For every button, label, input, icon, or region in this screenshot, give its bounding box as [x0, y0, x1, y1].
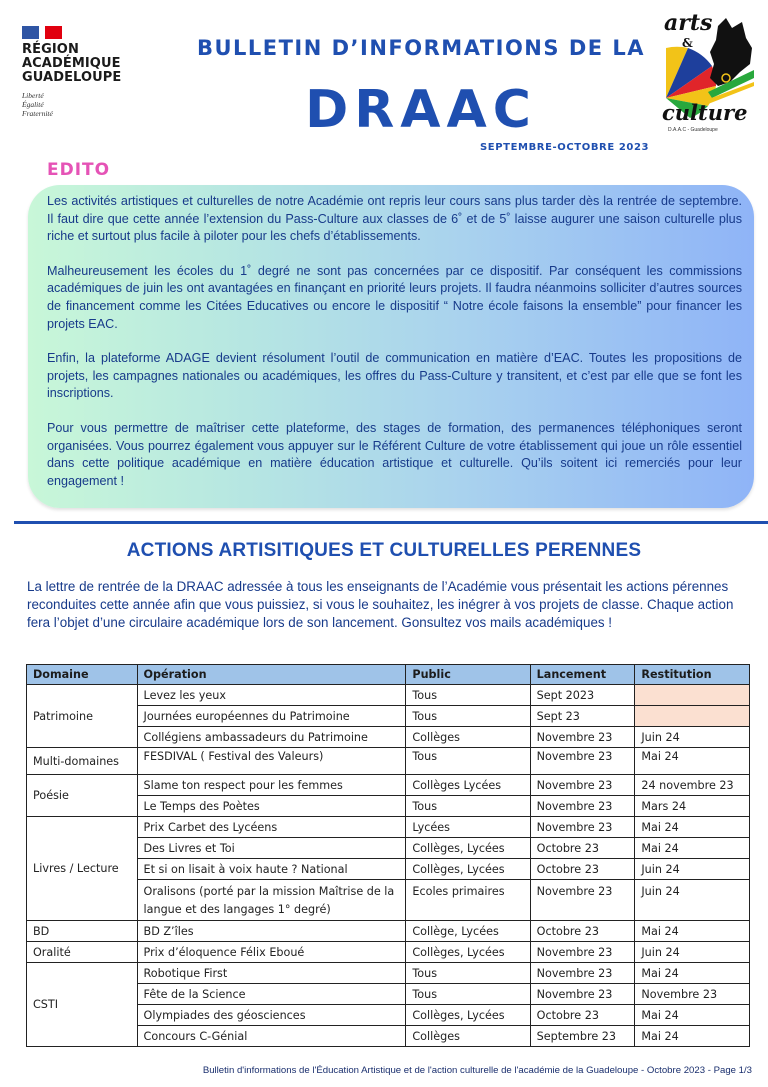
operation-cell: Prix d’éloquence Félix Eboué	[137, 942, 406, 963]
public-cell: Collèges, Lycées	[406, 838, 530, 859]
arts-logo-caption: D.A.A.C - Guadeloupe	[668, 127, 718, 133]
operation-cell: Olympiades des géosciences	[137, 1005, 406, 1026]
operation-cell: Le Temps des Poètes	[137, 796, 406, 817]
lancement-cell: Septembre 23	[530, 1026, 635, 1047]
domaine-cell: Livres / Lecture	[27, 817, 138, 921]
arts-logo-word-arts: arts	[664, 10, 713, 36]
french-flag-icon	[22, 26, 182, 39]
column-header-lancement: Lancement	[530, 665, 635, 685]
bulletin-title-line: BULLETIN D’INFORMATIONS DE LA	[196, 36, 646, 60]
domaine-cell: Patrimoine	[27, 685, 138, 748]
restitution-cell: Mai 24	[635, 817, 750, 838]
restitution-cell: Juin 24	[635, 859, 750, 880]
page-footer: Bulletin d'informations de l'Éducation Artistique et de l'action culturelle de l'académie de la Guadeloupe - Octobre 2023 - Page 1/3	[202, 1065, 752, 1076]
lancement-cell: Octobre 23	[530, 838, 635, 859]
restitution-cell: Juin 24	[635, 942, 750, 963]
lancement-cell: Octobre 23	[530, 1005, 635, 1026]
motto-egalite: Égalité	[22, 100, 44, 109]
restitution-cell: Novembre 23	[635, 984, 750, 1005]
region-name-line2: GUADELOUPE	[22, 70, 122, 85]
table-row	[27, 748, 750, 775]
restitution-cell: Mai 24	[635, 963, 750, 984]
section-divider	[14, 521, 768, 524]
public-cell: Collège, Lycées	[406, 921, 530, 942]
table-row	[27, 963, 750, 984]
restitution-cell: Juin 24	[635, 880, 750, 921]
table-row	[27, 685, 750, 706]
table-row	[27, 942, 750, 963]
operation-cell: Fête de la Science	[137, 984, 406, 1005]
operation-cell: Robotique First	[137, 963, 406, 984]
motto-liberte: Liberté	[22, 91, 44, 100]
lancement-cell: Octobre 23	[530, 859, 635, 880]
lancement-cell: Octobre 23	[530, 921, 635, 942]
operation-cell: Levez les yeux	[137, 685, 406, 706]
operation-cell: Des Livres et Toi	[137, 838, 406, 859]
lancement-cell: Novembre 23	[530, 727, 635, 748]
domaine-cell: CSTI	[27, 963, 138, 1047]
public-cell: Lycées	[406, 817, 530, 838]
lancement-cell: Novembre 23	[530, 984, 635, 1005]
operation-cell: FESDIVAL ( Festival des Valeurs)	[137, 748, 406, 775]
operation-cell: BD Z’îles	[137, 921, 406, 942]
restitution-cell: Mars 24	[635, 796, 750, 817]
bulletin-title-draac: DRAAC	[305, 80, 537, 140]
restitution-cell: Mai 24	[635, 1026, 750, 1047]
public-cell: Tous	[406, 748, 530, 775]
public-cell: Tous	[406, 963, 530, 984]
public-cell: Tous	[406, 984, 530, 1005]
edito-heading: EDITO	[47, 160, 111, 180]
table-header-row	[27, 665, 750, 685]
public-cell: Collèges	[406, 727, 530, 748]
table-row	[27, 817, 750, 838]
edito-paragraph: Les activités artistiques et culturelles de notre Académie ont repris leur cours sans plus tarder dès la rentrée de septembre. Il faut dire que cette année l’extension du Pass-Culture aux classes de 6˚ et de 5˚ laisse augurer une saison culturelle plus riche et surtout plus facile à piloter pour les chefs d’établissements.	[47, 194, 742, 244]
arts-culture-logo	[660, 8, 756, 138]
restitution-cell: 24 novembre 23	[635, 775, 750, 796]
table-row	[27, 775, 750, 796]
column-header-public: Public	[406, 665, 530, 685]
lancement-cell: Novembre 23	[530, 942, 635, 963]
public-cell: Ecoles primaires	[406, 880, 530, 921]
domaine-cell: Oralité	[27, 942, 138, 963]
restitution-cell: Mai 24	[635, 1005, 750, 1026]
public-cell: Collèges	[406, 1026, 530, 1047]
restitution-cell: Mai 24	[635, 748, 750, 775]
region-name-line1: RÉGION ACADÉMIQUE	[22, 42, 121, 71]
operation-cell: Collégiens ambassadeurs du Patrimoine	[137, 727, 406, 748]
operation-cell: Prix Carbet des Lycéens	[137, 817, 406, 838]
lancement-cell: Novembre 23	[530, 963, 635, 984]
public-cell: Collèges, Lycées	[406, 1005, 530, 1026]
edito-body	[47, 193, 742, 507]
bulletin-date: SEPTEMBRE-OCTOBRE 2023	[480, 142, 650, 153]
table-row	[27, 921, 750, 942]
actions-section-intro: La lettre de rentrée de la DRAAC adressée à tous les enseignants de l’Académie vous présentait les actions pérennes reconduites cette année afin que vous puissiez, si vous le souhaitez, les inégrer à vos projets de classe. Chaque action fera l’objet d’une circulaire académique lors de son lancement. Gonsultez vos mails académiques !	[27, 579, 734, 630]
public-cell: Tous	[406, 796, 530, 817]
lancement-cell: Novembre 23	[530, 748, 635, 775]
republic-motto	[22, 91, 182, 118]
lancement-cell: Novembre 23	[530, 880, 635, 921]
lancement-cell: Novembre 23	[530, 796, 635, 817]
public-cell: Collèges Lycées	[406, 775, 530, 796]
region-academique-logo	[22, 26, 182, 118]
restitution-cell	[635, 685, 750, 706]
column-header-domaine: Domaine	[27, 665, 138, 685]
lancement-cell: Novembre 23	[530, 817, 635, 838]
domaine-cell: BD	[27, 921, 138, 942]
public-cell: Tous	[406, 706, 530, 727]
actions-table	[26, 664, 750, 1047]
arts-logo-ampersand: &	[682, 36, 693, 50]
operation-cell: Et si on lisait à voix haute ? National	[137, 859, 406, 880]
public-cell: Tous	[406, 685, 530, 706]
column-header-restitution: Restitution	[635, 665, 750, 685]
operation-cell: Journées européennes du Patrimoine	[137, 706, 406, 727]
lancement-cell: Novembre 23	[530, 775, 635, 796]
motto-fraternite: Fraternité	[22, 109, 53, 118]
restitution-cell: Juin 24	[635, 727, 750, 748]
column-header-operation: Opération	[137, 665, 406, 685]
restitution-cell: Mai 24	[635, 838, 750, 859]
domaine-cell: Poésie	[27, 775, 138, 817]
edito-paragraph: Malheureusement les écoles du 1˚ degré ne sont pas concernées par ce dispositif. Par conséquent les commissions académiques de juin les ont avantagées en finançant en priorité leurs projets. Il faudra néanmoins solliciter d’autres sources de financement comme les Citées Educatives ou encore le dispositif “ Notre école faisons la ensemble” pour financer les projets EAC.	[47, 263, 742, 331]
operation-cell: Concours C-Génial	[137, 1026, 406, 1047]
public-cell: Collèges, Lycées	[406, 942, 530, 963]
lancement-cell: Sept 23	[530, 706, 635, 727]
edito-paragraph: Pour vous permettre de maîtriser cette plateforme, des stages de formation, des permanences téléphoniques seront organisées. Vous pourrez également vous appuyer sur le Référent Culture de votre établissement qui joue un rôle essentiel dans cette politique académique en matière éducation artistique et culturelle. Qu’ils soitent ici remerciés pour leur engagement !	[47, 420, 742, 488]
public-cell: Collèges, Lycées	[406, 859, 530, 880]
restitution-cell: Mai 24	[635, 921, 750, 942]
operation-cell: Oralisons (porté par la mission Maîtrise de la langue et des langages 1° degré)	[137, 880, 406, 921]
lancement-cell: Sept 2023	[530, 685, 635, 706]
restitution-cell	[635, 706, 750, 727]
operation-cell: Slame ton respect pour les femmes	[137, 775, 406, 796]
arts-logo-word-culture: culture	[662, 100, 748, 125]
edito-paragraph: Enfin, la plateforme ADAGE devient résolument l’outil de communication en matière d’EAC. Toutes les propositions de projets, les campagnes nationales ou académiques, les offres du Pass-Culture y transitent, et c’est par elle que se font les inscriptions.	[47, 351, 742, 401]
domaine-cell: Multi-domaines	[27, 748, 138, 775]
actions-section-title: ACTIONS ARTISITIQUES ET CULTURELLES PERENNES	[126, 540, 642, 561]
